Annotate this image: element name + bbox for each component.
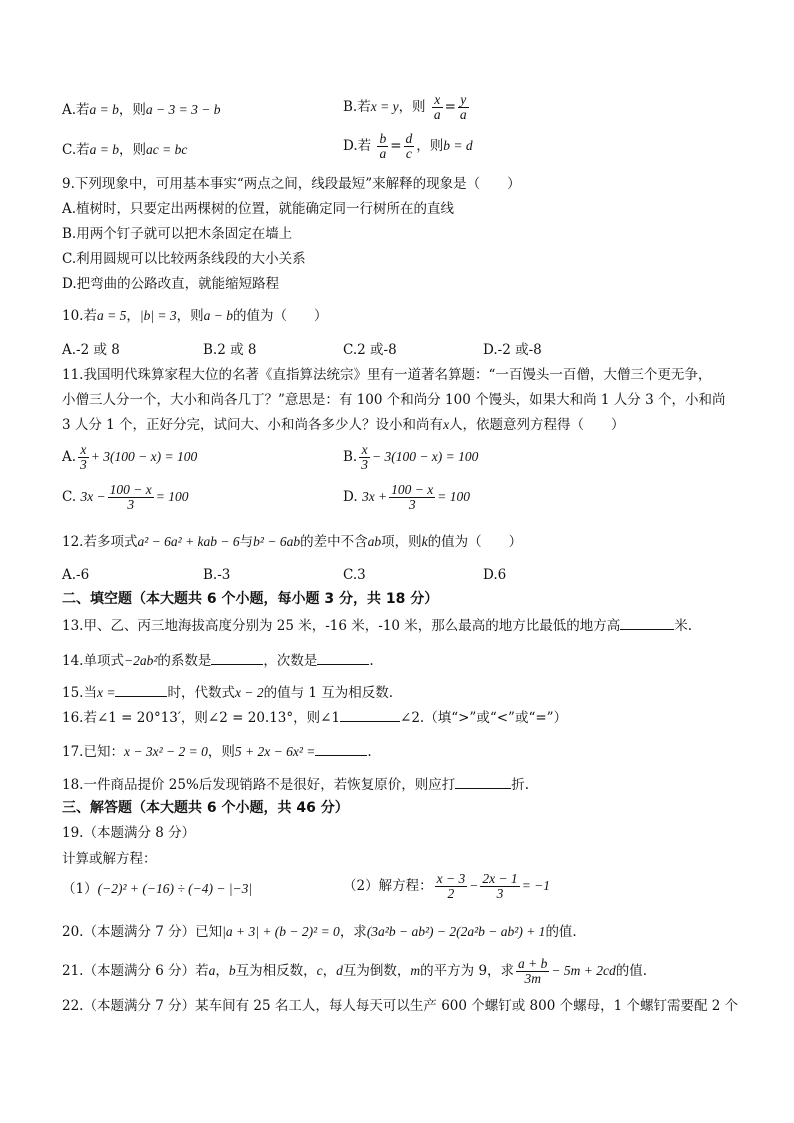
q14: 14.单项式−2ab²的系数是 ，次数是 . [62,653,374,669]
q10-option-a: A.-2 或 8 [62,342,120,358]
q13: 13.甲、乙、丙三地海拔高度分别为 25 米，-16 米，-10 米，那么最高的地方比最低的地方高 米. [62,618,693,634]
q19-part-2: （2）解方程： $\frac{x - 3}{2}$ − $\frac{2x - 1}{3}$ = −1 [343,871,551,901]
q9-option-c: C.利用圆规可以比较两条线段的大小关系 [62,251,306,267]
q21: 21.（本题满分 6 分）若a，b互为相反数，c，d互为倒数，m的平方为 9，求 $\frac{a + b}{3m}$ − 5m + 2cd的值. [62,956,648,986]
q11-line-2: 小僧三人分一个，大小和尚各几丁？”意思是：有 100 个和尚分 100 个馒头，如果大和尚 1 人分 3 个，小和尚 [62,392,726,408]
answer-blank[interactable] [455,775,511,789]
section-3-heading: 三、解答题（本大题共 6 个小题，共 46 分） [62,800,349,816]
q8-option-a: A.若a = b，则a − 3 = 3 − b [62,102,221,118]
answer-blank[interactable] [317,651,369,665]
q19-subheading: 计算或解方程： [62,851,157,867]
answer-blank[interactable] [340,708,400,722]
q8-option-c: C.若a = b，则ac = bc [62,142,188,158]
q11-option-d: D. 3x + $\frac{100 - x}{3}$ = 100 [343,482,471,512]
q8-option-d: D.若 $\frac{b}{a}$ = $\frac{d}{c}$ ，则b = d [343,131,473,161]
q9-stem: 9.下列现象中，可用基本事实“两点之间，线段最短”来解释的现象是（ ） [62,176,521,192]
q19-part-1: （1）(−2)² + (−16) ÷ (−4) − |−3| [62,881,253,897]
q20: 20.（本题满分 7 分）已知|a + 3| + (b − 2)² = 0，求(3a²b − ab²) − 2(2a²b − ab²) + 1的值. [62,924,577,940]
section-2-heading: 二、填空题（本大题共 6 个小题，每小题 3 分，共 18 分） [62,591,439,607]
q12-stem: 12.若多项式a² − 6a² + kab − 6与b² − 6ab的差中不含ab项，则k的值为（ ） [62,534,523,550]
q18: 18.一件商品提价 25%后发现销路不是很好，若恢复原价，则应打 折. [62,777,530,793]
q11-option-c: C. 3x − $\frac{100 - x}{3}$ = 100 [62,482,189,512]
q10-stem: 10.若a = 5，|b| = 3，则a − b的值为（ ） [62,308,328,324]
q19-heading: 19.（本题满分 8 分） [62,825,196,841]
q11-line-3: 3 人分 1 个，正好分完，试问大、小和尚各多少人？设小和尚有x人，依题意列方程得（ ） [62,417,625,433]
q15: 15.当x = 时，代数式x − 2的值与 1 互为相反数. [62,685,394,701]
q22: 22.（本题满分 7 分）某车间有 25 名工人，每人每天可以生产 600 个螺钉或 800 个螺母，1 个螺钉需要配 2 个 [62,998,739,1014]
q12-option-a: A.-6 [62,567,90,583]
q17: 17.已知：x − 3x² − 2 = 0，则5 + 2x − 6x² = . [62,744,372,760]
q11-line-1: 11.我国明代珠算家程大位的名著《直指算法统宗》里有一道著名算题：“一百馒头一百僧，大僧三个更无争， [62,367,712,383]
answer-blank[interactable] [620,616,674,630]
answer-blank[interactable] [115,683,167,697]
q10-option-d: D.-2 或-8 [483,342,542,358]
q12-option-d: D.6 [483,567,507,583]
q9-option-a: A.植树时，只要定出两棵树的位置，就能确定同一行树所在的直线 [62,201,455,217]
q16: 16.若∠1 = 20°13′，则∠2 = 20.13°，则∠1 ∠2.（填“>”或“<”或“=”） [62,710,568,726]
answer-blank[interactable] [211,651,263,665]
q9-option-d: D.把弯曲的公路改直，就能缩短路程 [62,276,280,292]
q12-option-b: B.-3 [203,567,231,583]
q8-option-b: B.若x = y，则 $\frac{x}{a}$ = $\frac{y}{a}$ [343,92,467,122]
q12-option-c: C.3 [343,567,366,583]
q11-option-a: A. $\frac{x}{3}$ + 3(100 − x) = 100 [62,442,198,472]
q9-option-b: B.用两个钉子就可以把木条固定在墙上 [62,226,293,242]
answer-blank[interactable] [315,742,367,756]
q10-option-c: C.2 或-8 [343,342,397,358]
q10-option-b: B.2 或 8 [203,342,257,358]
q11-option-b: B. $\frac{x}{3}$ − 3(100 − x) = 100 [343,442,479,472]
